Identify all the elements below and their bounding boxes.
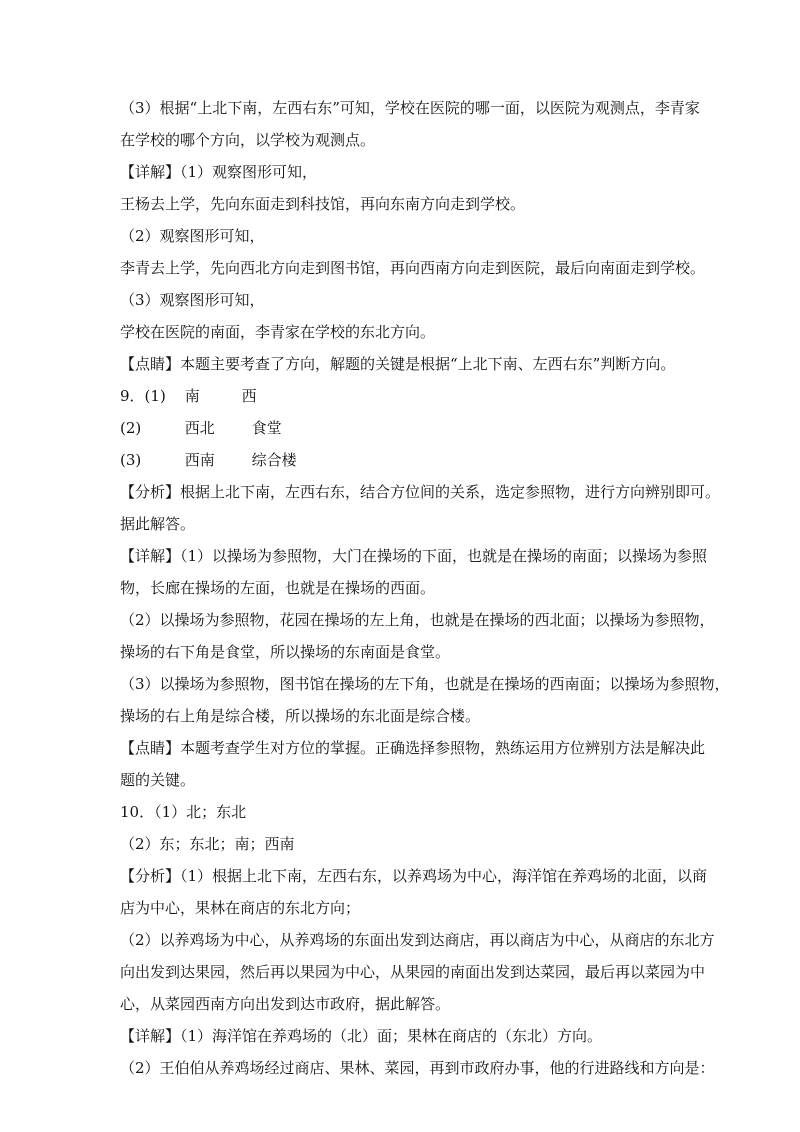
text-line: 学校在医院的南面，李青家在学校的东北方向。 xyxy=(120,323,436,341)
answer-row xyxy=(120,418,700,438)
text-line: 【分析】根据上北下南，左西右东，结合方位间的关系，选定参照物，进行方向辨别即可。 xyxy=(120,483,721,501)
answer-value: 西南 xyxy=(184,451,215,469)
answer-label: (3) xyxy=(120,451,142,469)
answer-value: 食堂 xyxy=(251,419,282,437)
text-line: 李青去上学，先向西北方向走到图书馆，再向西南方向走到医院，最后向南面走到学校。 xyxy=(120,259,706,277)
answer-row xyxy=(120,450,700,470)
text-line: （2）王伯伯从养鸡场经过商店、果林、菜园，再到市政府办事，他的行进路线和方向是： xyxy=(120,1059,715,1077)
text-line: 【详解】（1）以操场为参照物，大门在操场的下面，也就是在操场的南面；以操场为参照 xyxy=(120,547,708,565)
text-line: 【点睛】本题考查学生对方位的掌握。正确选择参照物，熟练运用方位辨别方法是解决此 xyxy=(120,739,706,757)
text-line: （3）以操场为参照物，图书馆在操场的左下角，也就是在操场的西南面；以操场为参照物， xyxy=(120,675,730,693)
text-line: 10．（1）北；东北 xyxy=(120,803,247,821)
text-line: 操场的右下角是食堂，所以操场的东南面是食堂。 xyxy=(120,643,451,661)
text-line: 店为中心，果林在商店的东北方向； xyxy=(120,899,361,917)
answer-value: 西 xyxy=(241,387,257,405)
text-line: （2）以养鸡场为中心，从养鸡场的东面出发到达商店，再以商店为中心，从商店的东北方 xyxy=(120,931,715,949)
answer-value: 综合楼 xyxy=(251,451,297,469)
text-line: 题的关键。 xyxy=(120,771,196,789)
answer-row xyxy=(120,386,700,406)
text-line: （2）观察图形可知， xyxy=(120,227,265,245)
text-line: 【点睛】本题主要考查了方向，解题的关键是根据“上北下南、左西右东”判断方向。 xyxy=(120,355,676,373)
text-line: 【详解】（1）海洋馆在养鸡场的（北）面；果林在商店的（东北）方向。 xyxy=(120,1027,603,1045)
text-line: 【分析】（1）根据上北下南，左西右东，以养鸡场为中心，海洋馆在养鸡场的北面，以商 xyxy=(120,867,708,885)
text-line: 物，长廊在操场的左面，也就是在操场的西面。 xyxy=(120,579,436,597)
text-line: （3）观察图形可知， xyxy=(120,291,265,309)
answer-value: 西北 xyxy=(184,419,215,437)
text-line: 向出发到达果园，然后再以果园为中心，从果园的南面出发到达菜园，最后再以菜园为中 xyxy=(120,963,706,981)
text-line: 【详解】（1）观察图形可知， xyxy=(120,163,318,181)
answer-label: 9．(1) xyxy=(120,387,166,405)
text-line: （3）根据“上北下南，左西右东”可知，学校在医院的哪一面，以医院为观测点，李青家 xyxy=(120,99,700,117)
text-line: 据此解答。 xyxy=(120,515,196,533)
answer-label: (2) xyxy=(120,419,142,437)
text-line: （2）以操场为参照物，花园在操场的左上角，也就是在操场的西北面；以操场为参照物， xyxy=(120,611,715,629)
answer-value: 南 xyxy=(184,387,200,405)
text-line: 操场的右上角是综合楼，所以操场的东北面是综合楼。 xyxy=(120,707,481,725)
text-line: （2）东；东北；南；西南 xyxy=(120,835,295,853)
text-line: 在学校的哪个方向，以学校为观测点。 xyxy=(120,131,376,149)
text-line: 王杨去上学，先向东面走到科技馆，再向东南方向走到学校。 xyxy=(120,195,526,213)
text-line: 心，从菜园西南方向出发到达市政府，据此解答。 xyxy=(120,995,451,1013)
